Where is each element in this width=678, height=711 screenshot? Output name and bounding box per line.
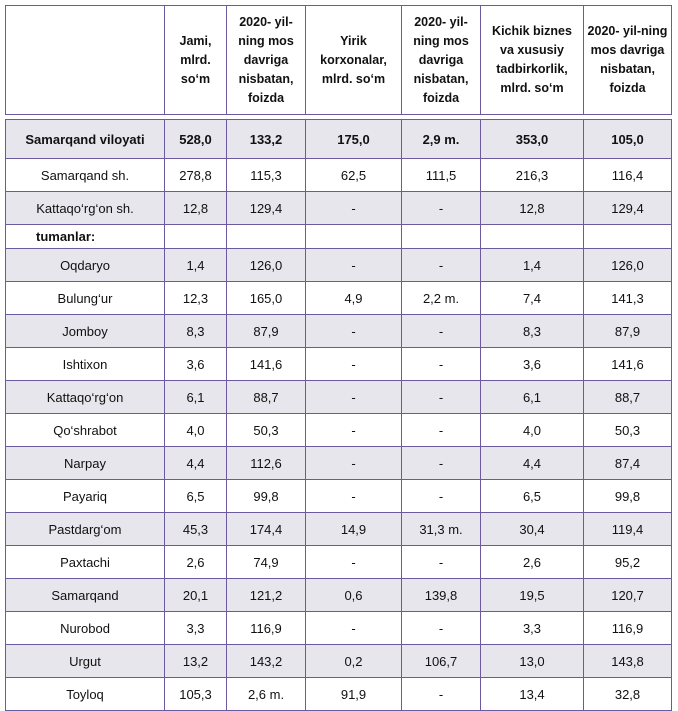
table-cell <box>481 225 584 249</box>
row-name: Bulung‘ur <box>6 282 165 315</box>
table-cell: - <box>402 480 481 513</box>
row-name: Urgut <box>6 645 165 678</box>
table-cell: 126,0 <box>584 249 672 282</box>
row-name: Nurobod <box>6 612 165 645</box>
table-cell: 353,0 <box>481 120 584 159</box>
table-cell: 4,4 <box>481 447 584 480</box>
row-name: Kattaqo‘rg‘on <box>6 381 165 414</box>
table-cell: 105,0 <box>584 120 672 159</box>
header-small-pct: 2020- yil-ning mos davriga nisbatan, foizda <box>584 6 672 115</box>
table-row <box>6 414 672 447</box>
table-cell: 129,4 <box>584 192 672 225</box>
row-name: Payariq <box>6 480 165 513</box>
statistics-table <box>5 5 672 711</box>
table-cell: 13,2 <box>165 645 227 678</box>
table-cell: 50,3 <box>584 414 672 447</box>
table-cell: 45,3 <box>165 513 227 546</box>
row-name: Paxtachi <box>6 546 165 579</box>
table-cell: - <box>402 447 481 480</box>
table-cell: 139,8 <box>402 579 481 612</box>
table-cell: 31,3 m. <box>402 513 481 546</box>
table-row <box>6 579 672 612</box>
table-cell: 120,7 <box>584 579 672 612</box>
header-total: Jami, mlrd. so‘m <box>165 6 227 115</box>
table-cell <box>584 225 672 249</box>
table-row <box>6 159 672 192</box>
row-name: Samarqand <box>6 579 165 612</box>
table-row <box>6 447 672 480</box>
table-cell <box>306 225 402 249</box>
table-cell: 116,9 <box>227 612 306 645</box>
table-cell: - <box>402 348 481 381</box>
table-cell <box>227 225 306 249</box>
table-cell: 20,1 <box>165 579 227 612</box>
row-name: Toyloq <box>6 678 165 711</box>
table-cell: 74,9 <box>227 546 306 579</box>
table-cell: 8,3 <box>481 315 584 348</box>
table-cell: 6,1 <box>165 381 227 414</box>
table-cell: - <box>402 546 481 579</box>
row-name: Jomboy <box>6 315 165 348</box>
table-cell: 143,2 <box>227 645 306 678</box>
table-cell: - <box>306 414 402 447</box>
table-cell: - <box>402 678 481 711</box>
table-cell: - <box>306 249 402 282</box>
table-cell: 13,4 <box>481 678 584 711</box>
table-cell: 12,8 <box>481 192 584 225</box>
table-cell: 6,1 <box>481 381 584 414</box>
table-cell: 19,5 <box>481 579 584 612</box>
row-name: Pastdarg‘om <box>6 513 165 546</box>
table-cell: - <box>306 192 402 225</box>
row-name: Oqdaryo <box>6 249 165 282</box>
table-cell: - <box>402 249 481 282</box>
table-cell: 129,4 <box>227 192 306 225</box>
table-cell: 174,4 <box>227 513 306 546</box>
table-cell: 3,3 <box>481 612 584 645</box>
header-total-pct: 2020- yil-ning mos davriga nisbatan, foizda <box>227 6 306 115</box>
table-row <box>6 348 672 381</box>
row-name: Samarqand sh. <box>6 159 165 192</box>
table-cell: 4,9 <box>306 282 402 315</box>
table-cell: - <box>306 447 402 480</box>
table-cell: - <box>306 348 402 381</box>
table-row <box>6 645 672 678</box>
table-cell: 2,6 <box>481 546 584 579</box>
table-cell: 112,6 <box>227 447 306 480</box>
table-row <box>6 612 672 645</box>
table-cell: - <box>306 381 402 414</box>
total-row <box>6 120 672 159</box>
table-cell: 87,4 <box>584 447 672 480</box>
table-cell: 0,2 <box>306 645 402 678</box>
table-cell: 12,3 <box>165 282 227 315</box>
table-cell: 6,5 <box>165 480 227 513</box>
table-cell: 30,4 <box>481 513 584 546</box>
table-cell: - <box>402 381 481 414</box>
table-cell: 62,5 <box>306 159 402 192</box>
table-row <box>6 381 672 414</box>
table-cell: 141,6 <box>584 348 672 381</box>
header-region <box>6 6 165 115</box>
table-cell: - <box>306 612 402 645</box>
table-cell: 278,8 <box>165 159 227 192</box>
header-large-pct: 2020- yil-ning mos davriga nisbatan, foizda <box>402 6 481 115</box>
table-cell: 91,9 <box>306 678 402 711</box>
row-name: Narpay <box>6 447 165 480</box>
table-cell: 133,2 <box>227 120 306 159</box>
table-row <box>6 249 672 282</box>
table-cell: 3,6 <box>481 348 584 381</box>
table-cell: 121,2 <box>227 579 306 612</box>
table-cell: 0,6 <box>306 579 402 612</box>
table-cell: 1,4 <box>165 249 227 282</box>
table-cell: 14,9 <box>306 513 402 546</box>
table-cell: 32,8 <box>584 678 672 711</box>
row-name: Ishtixon <box>6 348 165 381</box>
table-cell: 88,7 <box>584 381 672 414</box>
header-row <box>6 6 672 115</box>
table-cell: - <box>402 414 481 447</box>
table-cell: 99,8 <box>227 480 306 513</box>
table-cell: 4,0 <box>165 414 227 447</box>
table-cell: 2,2 m. <box>402 282 481 315</box>
table-row <box>6 315 672 348</box>
table-cell <box>402 225 481 249</box>
table-cell: 111,5 <box>402 159 481 192</box>
table-cell: 2,9 m. <box>402 120 481 159</box>
table-cell: - <box>306 315 402 348</box>
section-label: tumanlar: <box>6 225 165 249</box>
table-cell: 95,2 <box>584 546 672 579</box>
table-cell: 4,0 <box>481 414 584 447</box>
table-cell: 106,7 <box>402 645 481 678</box>
row-name: Qo‘shrabot <box>6 414 165 447</box>
table-cell: 216,3 <box>481 159 584 192</box>
total-region-name: Samarqand viloyati <box>6 120 165 159</box>
table-cell: 3,3 <box>165 612 227 645</box>
table-cell: 3,6 <box>165 348 227 381</box>
table-cell: - <box>402 612 481 645</box>
table-cell: 116,9 <box>584 612 672 645</box>
table-cell: - <box>402 315 481 348</box>
table-cell: 119,4 <box>584 513 672 546</box>
table-row <box>6 192 672 225</box>
table-row <box>6 513 672 546</box>
table-cell: 165,0 <box>227 282 306 315</box>
table-cell: 12,8 <box>165 192 227 225</box>
table-cell: 7,4 <box>481 282 584 315</box>
header-large-enterprises: Yirik korxonalar, mlrd. so‘m <box>306 6 402 115</box>
table-cell: 143,8 <box>584 645 672 678</box>
table-cell: 126,0 <box>227 249 306 282</box>
table-cell: 141,3 <box>584 282 672 315</box>
table-cell: 105,3 <box>165 678 227 711</box>
table-cell: 175,0 <box>306 120 402 159</box>
table-cell: 116,4 <box>584 159 672 192</box>
table-row <box>6 678 672 711</box>
table-cell: 2,6 <box>165 546 227 579</box>
table-cell: - <box>402 192 481 225</box>
table-cell: 528,0 <box>165 120 227 159</box>
header-small-business: Kichik biznes va xususiy tadbirkorlik, mlrd. so‘m <box>481 6 584 115</box>
table-cell: 50,3 <box>227 414 306 447</box>
table-cell: - <box>306 546 402 579</box>
table-cell: 87,9 <box>584 315 672 348</box>
table-row <box>6 282 672 315</box>
table-cell: 4,4 <box>165 447 227 480</box>
table-row <box>6 546 672 579</box>
table-cell: 115,3 <box>227 159 306 192</box>
row-name: Kattaqo‘rg‘on sh. <box>6 192 165 225</box>
table-cell: 87,9 <box>227 315 306 348</box>
table-cell: 2,6 m. <box>227 678 306 711</box>
table-cell: 88,7 <box>227 381 306 414</box>
table-cell: 141,6 <box>227 348 306 381</box>
table-cell <box>165 225 227 249</box>
table-row <box>6 480 672 513</box>
table-cell: 13,0 <box>481 645 584 678</box>
table-cell: - <box>306 480 402 513</box>
table-cell: 99,8 <box>584 480 672 513</box>
table-cell: 1,4 <box>481 249 584 282</box>
table-cell: 6,5 <box>481 480 584 513</box>
section-row <box>6 225 672 249</box>
table-cell: 8,3 <box>165 315 227 348</box>
